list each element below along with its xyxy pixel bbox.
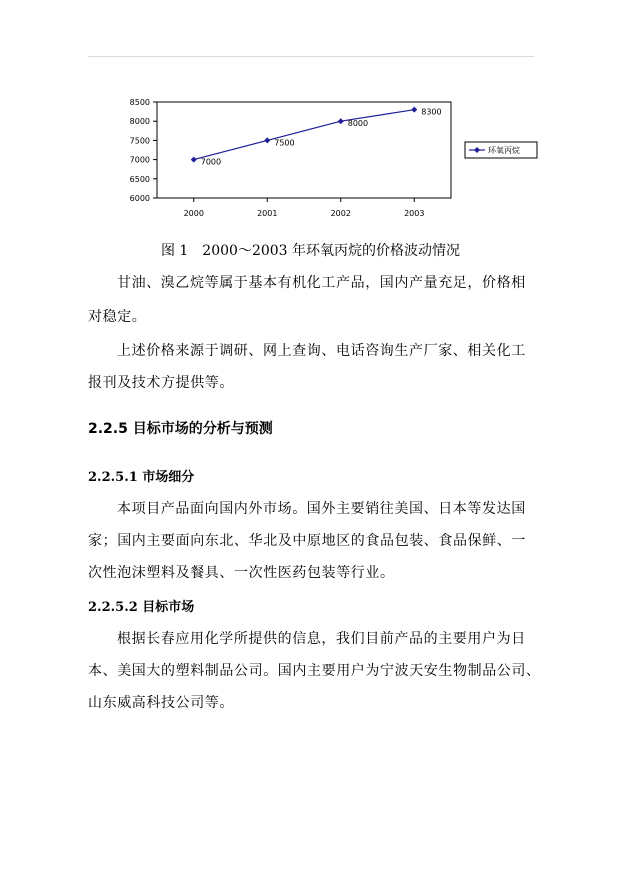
x-tick-label: 2000 bbox=[183, 209, 204, 218]
paragraph-line: 甘油、溴乙烷等属于基本有机化工产品，国内产量充足，价格相 bbox=[117, 275, 526, 291]
legend-label: 环氧丙烷 bbox=[488, 146, 520, 155]
plot-area bbox=[157, 102, 451, 198]
y-tick-label: 6500 bbox=[129, 174, 150, 184]
paragraph-line: 本项目产品面向国内外市场。国外主要销往美国、日本等发达国 bbox=[117, 501, 526, 517]
y-tick-label: 8000 bbox=[129, 117, 150, 127]
y-tick-label: 7500 bbox=[129, 136, 150, 146]
paragraph-line: 家；国内主要面向东北、华北及中原地区的食品包装、食品保鲜、一 bbox=[88, 533, 526, 549]
x-tick-label: 2002 bbox=[330, 209, 351, 218]
price-chart bbox=[120, 92, 540, 222]
paragraph-line: 次性泡沫塑料及餐具、一次性医药包装等行业。 bbox=[88, 565, 395, 581]
paragraph-line: 山东威高科技公司等。 bbox=[88, 695, 234, 711]
data-label: 7500 bbox=[274, 138, 295, 148]
y-tick-label: 6000 bbox=[129, 194, 150, 203]
subsection-title: 2.2.5.2 目标市场 bbox=[88, 600, 195, 615]
x-tick-label: 2003 bbox=[404, 209, 425, 218]
paragraph-line: 根据长春应用化学所提供的信息，我们目前产品的主要用户为日 bbox=[117, 631, 526, 647]
data-label: 8300 bbox=[421, 107, 442, 117]
subsection-title: 2.2.5.1 市场细分 bbox=[88, 470, 195, 485]
header-rule bbox=[88, 56, 534, 57]
paragraph-line: 对稳定。 bbox=[88, 309, 147, 325]
section-heading: 2.2.5 目标市场的分析与预测 bbox=[88, 421, 273, 437]
x-tick-label: 2001 bbox=[257, 209, 278, 218]
data-label: 8000 bbox=[347, 119, 369, 129]
paragraph-line: 本、美国大的塑料制品公司。国内主要用户为宁波天安生物制品公司、 bbox=[88, 663, 541, 679]
data-label: 7000 bbox=[200, 157, 222, 167]
figure-caption: 图 1 2000～2003 年环氧丙烷的价格波动情况 bbox=[160, 243, 461, 259]
paragraph-line: 报刊及技术方提供等。 bbox=[88, 375, 234, 391]
price-chart-svg bbox=[120, 92, 540, 222]
paragraph-line: 上述价格来源于调研、网上查询、电话咨询生产厂家、相关化工 bbox=[117, 343, 526, 359]
y-tick-label: 8500 bbox=[129, 98, 150, 107]
y-tick-label: 7000 bbox=[129, 155, 150, 165]
